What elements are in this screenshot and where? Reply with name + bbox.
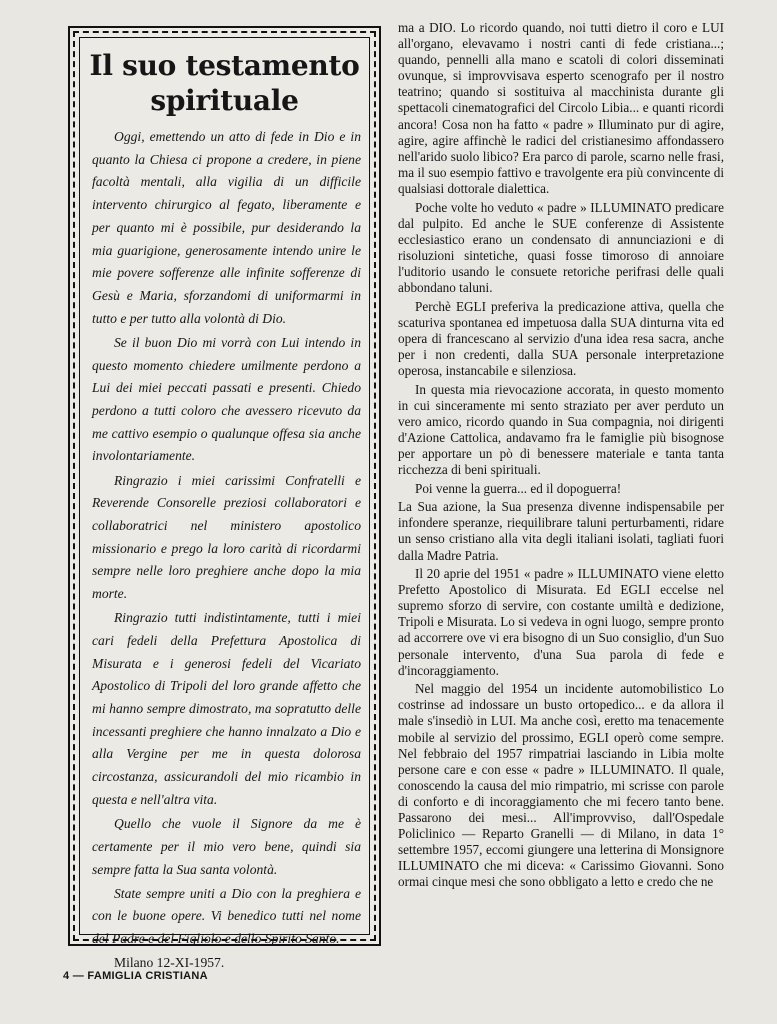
article-paragraph: Poche volte ho veduto « padre » ILLUMINATO predicare dal pulpito. Ed anche le SUE conferenze di Assistente ecclesiastico erano un condensato di annunciazioni e di risoluzioni sintetiche, quasi fosse timoroso di annoiare l'uditorio usando le consuete retoriche perifrasi delle quali abbondano taluni. bbox=[398, 199, 724, 295]
testament-text bbox=[92, 126, 361, 977]
article-paragraph: Il 20 aprie del 1951 « padre » ILLUMINATO viene eletto Prefetto Apostolico di Misurata. Ed EGLI eccelse nel supremo sforzo di servire, con costante umiltà e dedizione, Tripoli e Misurata. Lo si vedeva in ogni luogo, sempre pronto ad accorrere ove vi era bisogno di un Suo consiglio, d'un Suo personale intervento, d'una Sua parola di fede e d'incoraggiamento. bbox=[398, 566, 724, 678]
testament-paragraph: State sempre uniti a Dio con la preghiera e con le buone opere. Vi benedico tutti nel nome del Padre e del Figliolo e dello Spirito Santo. bbox=[92, 885, 361, 947]
article-paragraph: Nel maggio del 1954 un incidente automobilistico Lo costrinse ad indossare un busto ortopedico... e da allora il male s'insediò in LUI. Ma anche così, eretto ma tenacemente mobile al servizio del prossimo, EGLI operò come sempre. Nel febbraio del 1957 rimpatriai lasciando in Libia molte persone care e con esse « padre » ILLUMINATO. Il quale, conoscendo la causa del mio rimpatrio, mi scrisse con parole di conforto e di incoraggiamento che mi fecero tanto bene. Passarono dei mesi... All'improvviso, dall'Ospedale Policlinico — Reparto Granelli — di Milano, in data 1° settembre 1957, eccomi giungere una letterina di Monsignore ILLUMINATO che mi diceva: « Carissimo Giovanni. Sono ormai cinque mesi che sono obbligato a letto e credo che ne bbox=[398, 681, 724, 890]
article-paragraph: Perchè EGLI preferiva la predicazione attiva, quella che scaturiva spontanea ed impetuosa dalla SUA dinturna vita ed opera di francescano al servizio d'una idea resa sacra, anche per i non credenti, dalla SUA personale interpretazione operosa, instancabile e silenziosa. bbox=[398, 298, 724, 378]
article-paragraph: La Sua azione, la Sua presenza divenne indispensabile per infondere speranze, riequilibrare taluni perturbamenti, ridare un senso cristiano alla vita degli italiani isolati, tagliati fuori dalla Madre Patria. bbox=[398, 499, 724, 563]
article-column bbox=[398, 20, 724, 893]
article-paragraph: Poi venne la guerra... ed il dopoguerra! bbox=[415, 480, 622, 496]
article-paragraph: ma a DIO. Lo ricordo quando, noi tutti dietro il coro e LUI all'organo, elevavamo i nostri canti di fede cristiana...; quando, pennelli alla mano e scatoli di colori disseminati ovunque, si improvvisava esperto scenografo per il nostro teatrino; quando si sostituiva al macchinista durante gli spettacoli cinematografici del Circolo Libia... e quanti ricordi ancora! Cosa non ha fatto « padre » Illuminato pur di agire, agire, agire affinchè le radici del cristianesimo affondassero nell'arido suolo libico? Era parco di parole, scarno nelle frasi, ma il suo esempio fattivo e travolgente era più convincente di qualsiasi dottorale dialettica. bbox=[398, 20, 724, 196]
testament-paragraph: Ringrazio tutti indistintamente, tutti i miei cari fedeli della Prefettura Apostolica di Misurata e i generosi fedeli del Vicariato Apostolico di Tripoli del loro grande affetto che mi hanno sempre dimostrato, ma sopratutto delle incessanti preghiere che hanno innalzato a Dio e alla Vergine per me in questa dolorosa circostanza, assicurandoli del mio ricambio in questa e nell'altra vita. bbox=[92, 610, 361, 807]
testament-box bbox=[68, 26, 381, 971]
testament-date: Milano 12-XI-1957. bbox=[114, 955, 225, 971]
testament-paragraph: Ringrazio i miei carissimi Confratelli e Reverende Consorelle preziosi collaboratori e collaboratrici nel ministero apostolico missionario e prego la loro carità di ricordarmi sempre nelle loro preghiere anche dopo la mia morte. bbox=[92, 472, 361, 602]
testament-paragraph: Quello che vuole il Signore da me è certamente per il mio vero bene, quindi sia sempre fatta la Sua santa volontà. bbox=[92, 816, 361, 877]
testament-title: Il suo testamento spirituale bbox=[89, 49, 360, 117]
page-footer: 4 — FAMIGLIA CRISTIANA bbox=[63, 970, 208, 982]
testament-paragraph: Se il buon Dio mi vorrà con Lui intendo in questo momento chiedere umilmente perdono a Lui dei miei peccati passati e presenti. Chiedo perdono a tutti coloro che avessero ricevuto da me cattivo esempio o qualunque offesa sia anche involontariamente. bbox=[92, 334, 361, 464]
testament-paragraph: Oggi, emettendo un atto di fede in Dio e in quanto la Chiesa ci propone a credere, in piene facoltà mentali, alla vigilia di un difficile intervento chirurgico al fegato, liberamente e per quanto mi è possibile, pur desiderando la mia guarigione, generosamente intendo unire le mie povere sofferenze alle infinite sofferenze di Gesù e Maria, sforzandomi di uniformarmi in tutto e per tutto alla volontà di Dio. bbox=[92, 129, 361, 326]
article-paragraph: In questa mia rievocazione accorata, in questo momento in cui sinceramente mi sento straziato per aver perduto un vero amico, ricordo quando in Sua compagnia, noi dirigenti d'Azione Cattolica, andavamo fra le famiglie più bisognose per apportare un pò di benessere materiale e tanta tanta ricchezza di beni spirituali. bbox=[398, 381, 724, 478]
